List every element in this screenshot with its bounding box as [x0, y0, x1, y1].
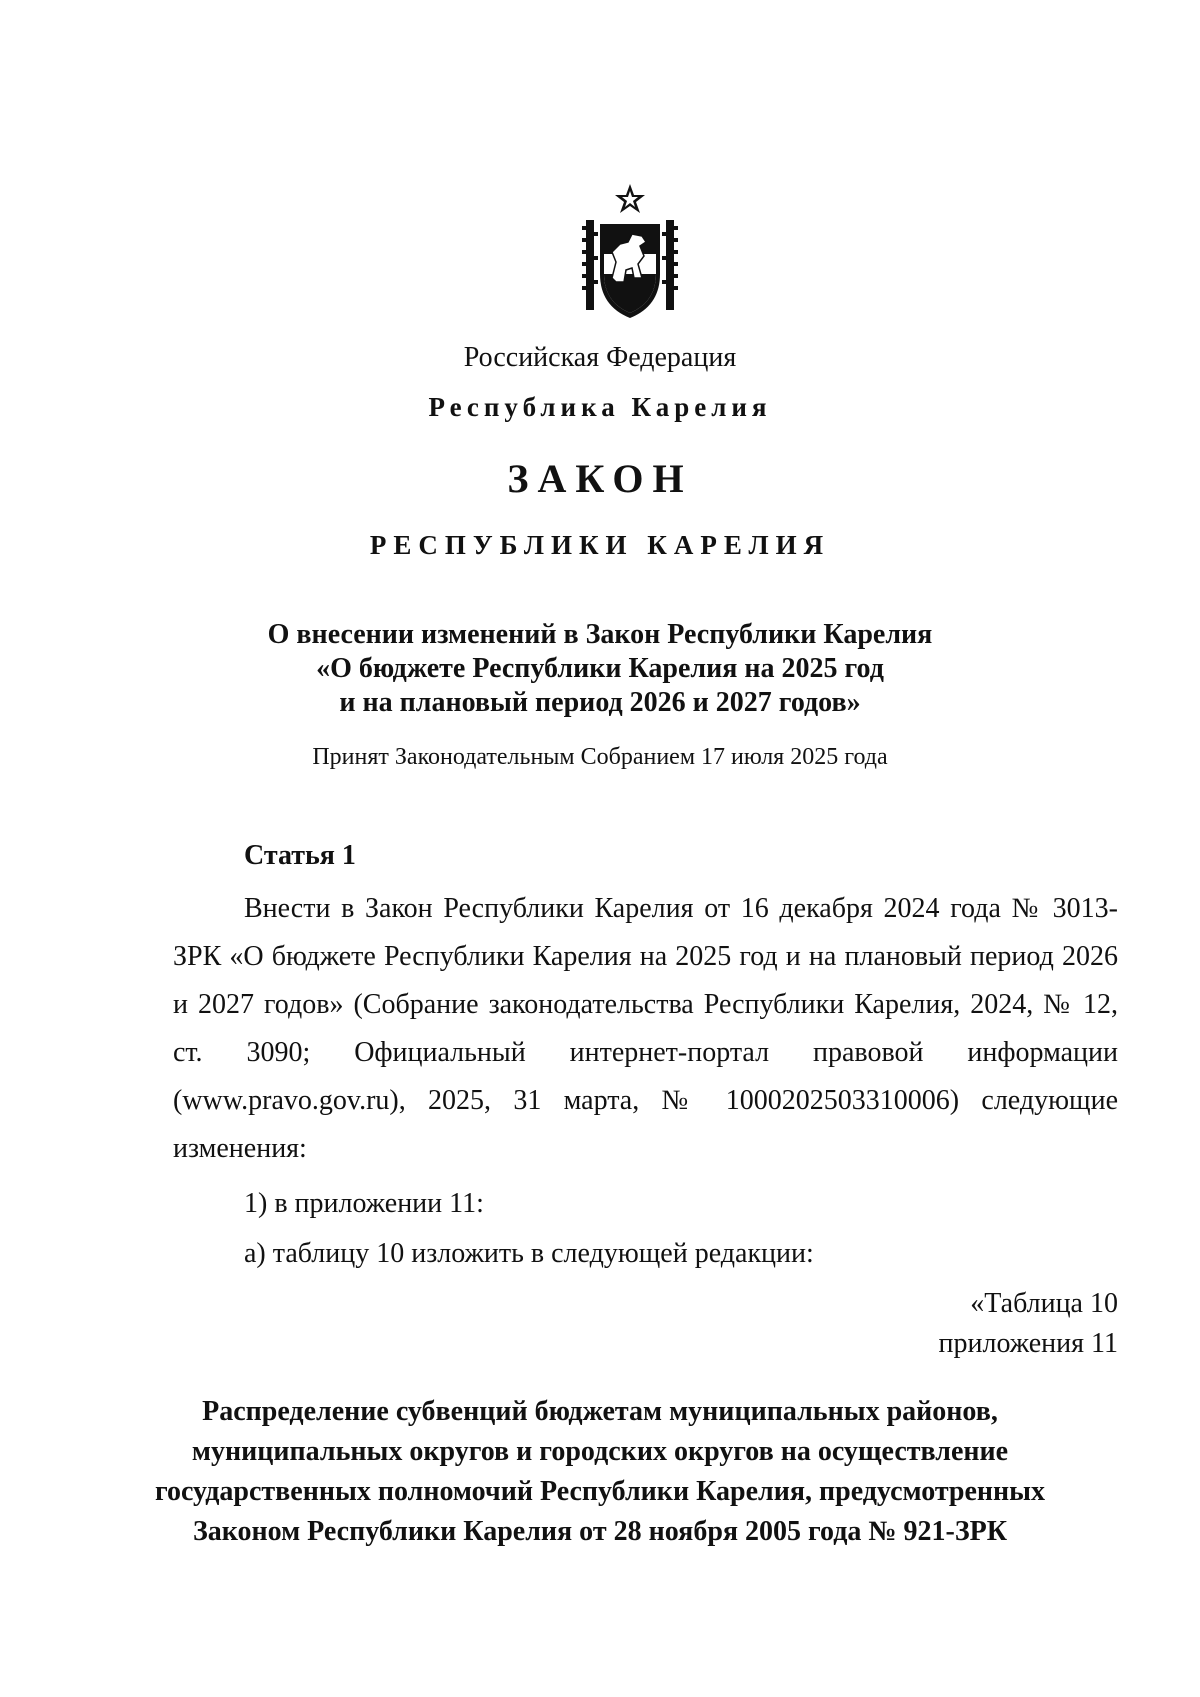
distribution-title-line: государственных полномочий Республики Карелия, предусмотренных — [154, 1476, 1046, 1507]
law-name-line: О внесении изменений в Закон Республики Карелия — [267, 619, 933, 650]
coat-of-arms-icon — [582, 182, 678, 322]
table-reference — [939, 1284, 1118, 1364]
adoption-note: Принят Законодательным Собранием 17 июля 2025 года — [312, 744, 888, 770]
article-heading: Статья 1 — [244, 840, 356, 871]
law-name — [0, 618, 1200, 720]
law-name-line: и на плановый период 2026 и 2027 годов» — [339, 687, 861, 718]
distribution-title-line: Распределение субвенций бюджетам муниципальных районов, — [202, 1396, 998, 1427]
law-name-line: «О бюджете Республики Карелия на 2025 год — [316, 653, 884, 684]
table-reference-line: «Таблица 10 — [970, 1288, 1118, 1319]
republic-name: Республика Карелия — [428, 392, 772, 422]
law-title: ЗАКОН — [507, 456, 693, 501]
list-item: 1) в приложении 11: — [244, 1188, 484, 1219]
country-name: Российская Федерация — [463, 342, 737, 373]
article-paragraph: Внести в Закон Республики Карелия от 16 декабря 2024 года № 3013-ЗРК «О бюджете Республики Карелия на 2025 год и на плановый период 2026 и 2027 годов» (Собрание законодательства Республики Карелия, 2024, № 12, ст. 3090; Официальный интернет-портал правовой информации (www.pravo.gov.ru), 2025, 31 марта, № 1000202503310006) следующие изменения: — [173, 893, 1118, 1164]
table-reference-line: приложения 11 — [938, 1328, 1118, 1359]
distribution-title — [0, 1392, 1200, 1552]
distribution-title-line: Законом Республики Карелия от 28 ноября 2005 года № 921-ЗРК — [192, 1516, 1008, 1547]
law-subtitle: РЕСПУБЛИКИ КАРЕЛИЯ — [369, 530, 831, 560]
distribution-title-line: муниципальных округов и городских округов на осуществление — [191, 1436, 1009, 1467]
list-item: а) таблицу 10 изложить в следующей редакции: — [244, 1238, 814, 1269]
